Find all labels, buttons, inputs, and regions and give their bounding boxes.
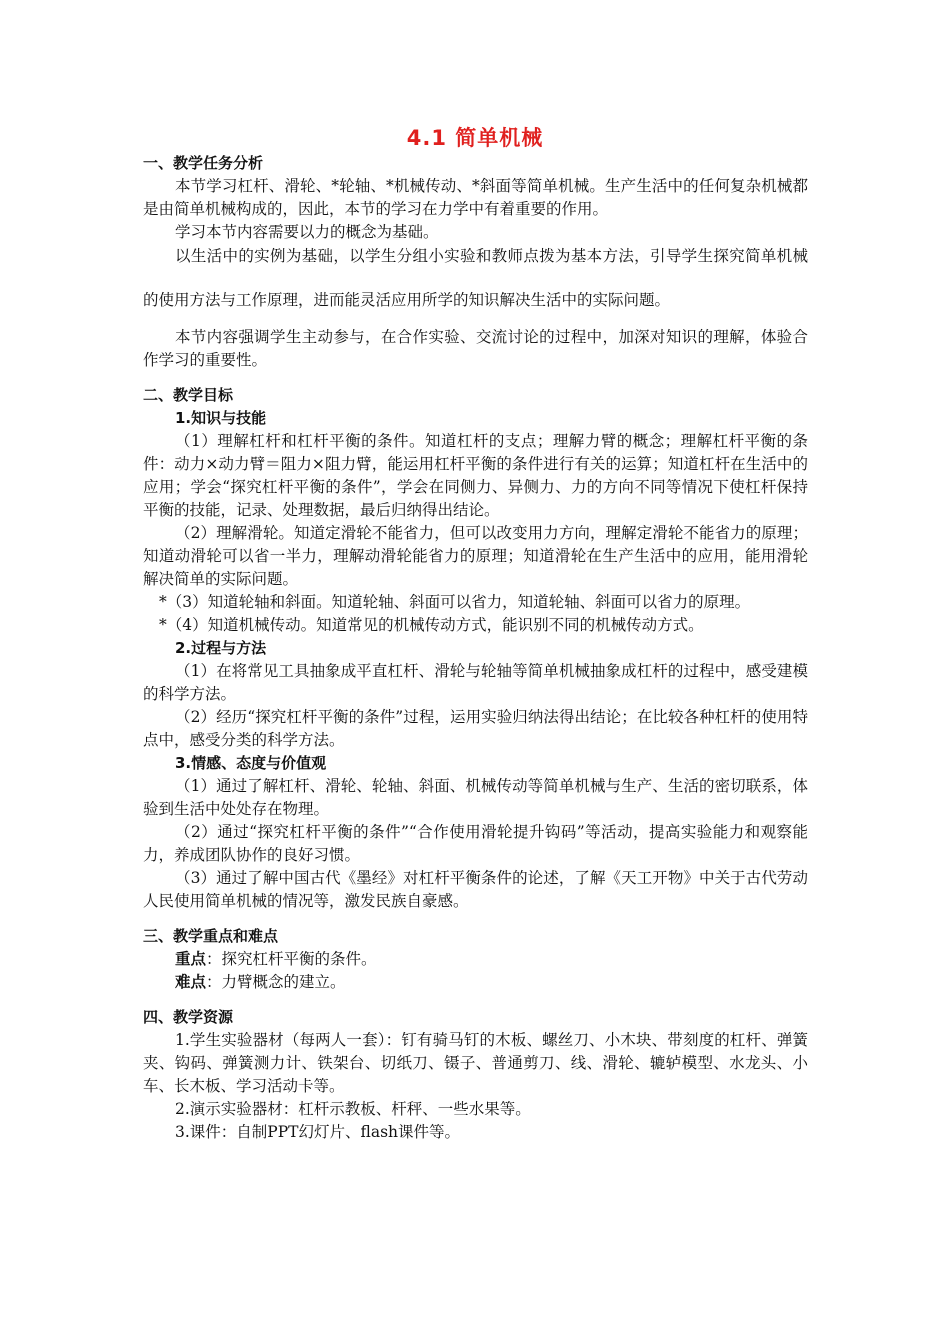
document-body [143, 152, 808, 1144]
list-item: 1.学生实验器材（每两人一套）：钉有骑马钉的木板、螺丝刀、小木块、带刻度的杠杆、弹簧夹、钩码、弹簧测力计、铁架台、切纸刀、镊子、普通剪刀、线、滑轮、辘轳模型、水龙头、小车、长木板、学习活动卡等。 [143, 1031, 808, 1095]
list-item: （2）通过“探究杠杆平衡的条件”“合作使用滑轮提升钩码”等活动，提高实验能力和观察能力，养成团队协作的良好习惯。 [143, 823, 808, 864]
section-heading-objectives: 二、教学目标 [143, 386, 234, 404]
list-item: （3）通过了解中国古代《墨经》对杠杆平衡条件的论述，了解《天工开物》中关于古代劳动人民使用简单机械的情况等，激发民族自豪感。 [143, 869, 808, 910]
section-heading-key-points: 三、教学重点和难点 [143, 927, 279, 945]
paragraph: 学习本节内容需要以力的概念为基础。 [175, 223, 439, 241]
list-item: 3.课件：自制PPT幻灯片、flash课件等。 [175, 1123, 461, 1141]
paragraph: 以生活中的实例为基础，以学生分组小实验和教师点拨为基本方法，引导学生探究简单机械的使用方法与工作原理，进而能灵活应用所学的知识解决生活中的实际问题。 [143, 247, 808, 309]
key-point [143, 948, 808, 971]
section-heading-task-analysis: 一、教学任务分析 [143, 154, 264, 172]
page-title: 4.1 简单机械 [406, 126, 544, 150]
list-item: （2）理解滑轮。知道定滑轮不能省力，但可以改变用力方向，理解定滑轮不能省力的原理；知道动滑轮可以省一半力，理解动滑轮能省力的原理；知道滑轮在生产生活中的应用，能用滑轮解决简单的实际问题。 [143, 524, 808, 588]
list-item: （1）在将常见工具抽象成平直杠杆、滑轮与轮轴等简单机械抽象成杠杆的过程中，感受建模的科学方法。 [143, 662, 808, 703]
list-item: （2）经历“探究杠杆平衡的条件”过程，运用实验归纳法得出结论；在比较各种杠杆的使用特点中，感受分类的科学方法。 [143, 708, 808, 749]
subsection-heading-knowledge: 1.知识与技能 [175, 409, 267, 427]
paragraph: 本节内容强调学生主动参与，在合作实验、交流讨论的过程中，加深对知识的理解，体验合作学习的重要性。 [143, 328, 808, 369]
difficult-point [143, 971, 808, 994]
list-item: （1）理解杠杆和杠杆平衡的条件。知道杠杆的支点；理解力臂的概念；理解杠杆平衡的条件：动力×动力臂＝阻力×阻力臂，能运用杠杆平衡的条件进行有关的运算；知道杠杆在生活中的应用；学会“探究杠杆平衡的条件”，学会在同侧力、异侧力、力的方向不同等情况下使杠杆保持平衡的技能，记录、处理数据，最后归纳得出结论。 [143, 432, 808, 519]
list-item: 2.演示实验器材：杠杆示教板、杆秤、一些水果等。 [175, 1100, 531, 1118]
section-heading-resources: 四、教学资源 [143, 1008, 234, 1026]
key-point-text: ：探究杠杆平衡的条件。 [206, 950, 377, 968]
difficult-point-label: 难点 [175, 973, 207, 991]
list-item: *（3）知道轮轴和斜面。知道轮轴、斜面可以省力，知道轮轴、斜面可以省力的原理。 [159, 593, 751, 611]
subsection-heading-attitude: 3.情感、态度与价值观 [175, 754, 327, 772]
key-point-label: 重点 [175, 950, 207, 968]
list-item: *（4）知道机械传动。知道常见的机械传动方式，能识别不同的机械传动方式。 [159, 616, 704, 634]
list-item: （1）通过了解杠杆、滑轮、轮轴、斜面、机械传动等简单机械与生产、生活的密切联系，体验到生活中处处存在物理。 [143, 777, 808, 818]
paragraph: 本节学习杠杆、滑轮、*轮轴、*机械传动、*斜面等简单机械。生产生活中的任何复杂机械都是由简单机械构成的，因此，本节的学习在力学中有着重要的作用。 [143, 177, 808, 218]
difficult-point-text: ：力臂概念的建立。 [206, 973, 346, 991]
subsection-heading-process: 2.过程与方法 [175, 639, 267, 657]
